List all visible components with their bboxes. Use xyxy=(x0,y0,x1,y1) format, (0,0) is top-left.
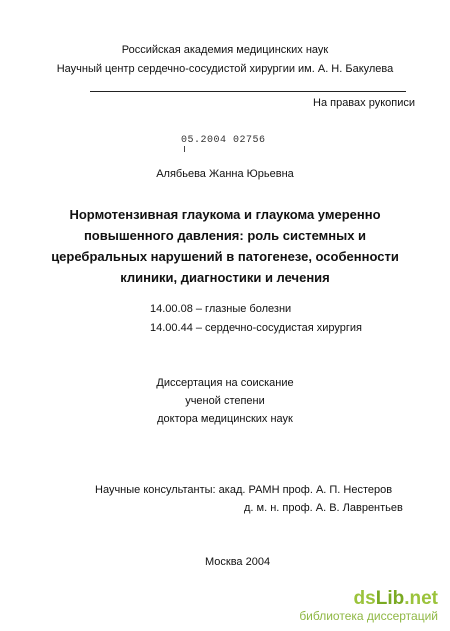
center-name: Научный центр сердечно-сосудистой хирургии им. А. Н. Бакулева xyxy=(56,63,394,75)
academy-name: Российская академия медицинских наук xyxy=(121,44,329,56)
degree-line: доктора медицинских наук xyxy=(157,413,293,425)
watermark-subtitle: библиотека диссертаций xyxy=(299,609,438,623)
watermark-logo: dsLib.net xyxy=(353,588,438,609)
stamp-mark xyxy=(184,146,189,152)
author-name: Алябьева Жанна Юрьевна xyxy=(156,168,294,180)
rights-notice: На правах рукописи xyxy=(313,97,415,109)
title-line: церебральных нарушений в патогенезе, особенности xyxy=(51,249,399,264)
watermark xyxy=(299,589,438,623)
consultants-line: д. м. н. проф. А. В. Лаврентьев xyxy=(244,502,403,514)
title-line: повышенного давления: роль системных и xyxy=(83,228,367,243)
title-line: клиники, диагностики и лечения xyxy=(120,270,330,285)
title-line: Нормотензивная глаукома и глаукома умеренно xyxy=(69,207,381,222)
header-divider xyxy=(90,91,406,92)
degree-line: Диссертация на соискание xyxy=(156,377,294,389)
specialty-code: 14.00.08 – глазные болезни xyxy=(150,303,292,315)
archive-stamp: 05.2004 02756 xyxy=(181,135,266,146)
specialty-code: 14.00.44 – сердечно-сосудистая хирургия xyxy=(150,322,363,334)
place-year: Москва 2004 xyxy=(205,556,271,568)
dissertation-title xyxy=(0,204,450,288)
consultants-line: Научные консультанты: акад. РАМН проф. А. П. Нестеров xyxy=(95,484,393,496)
degree-line: ученой степени xyxy=(185,395,265,407)
